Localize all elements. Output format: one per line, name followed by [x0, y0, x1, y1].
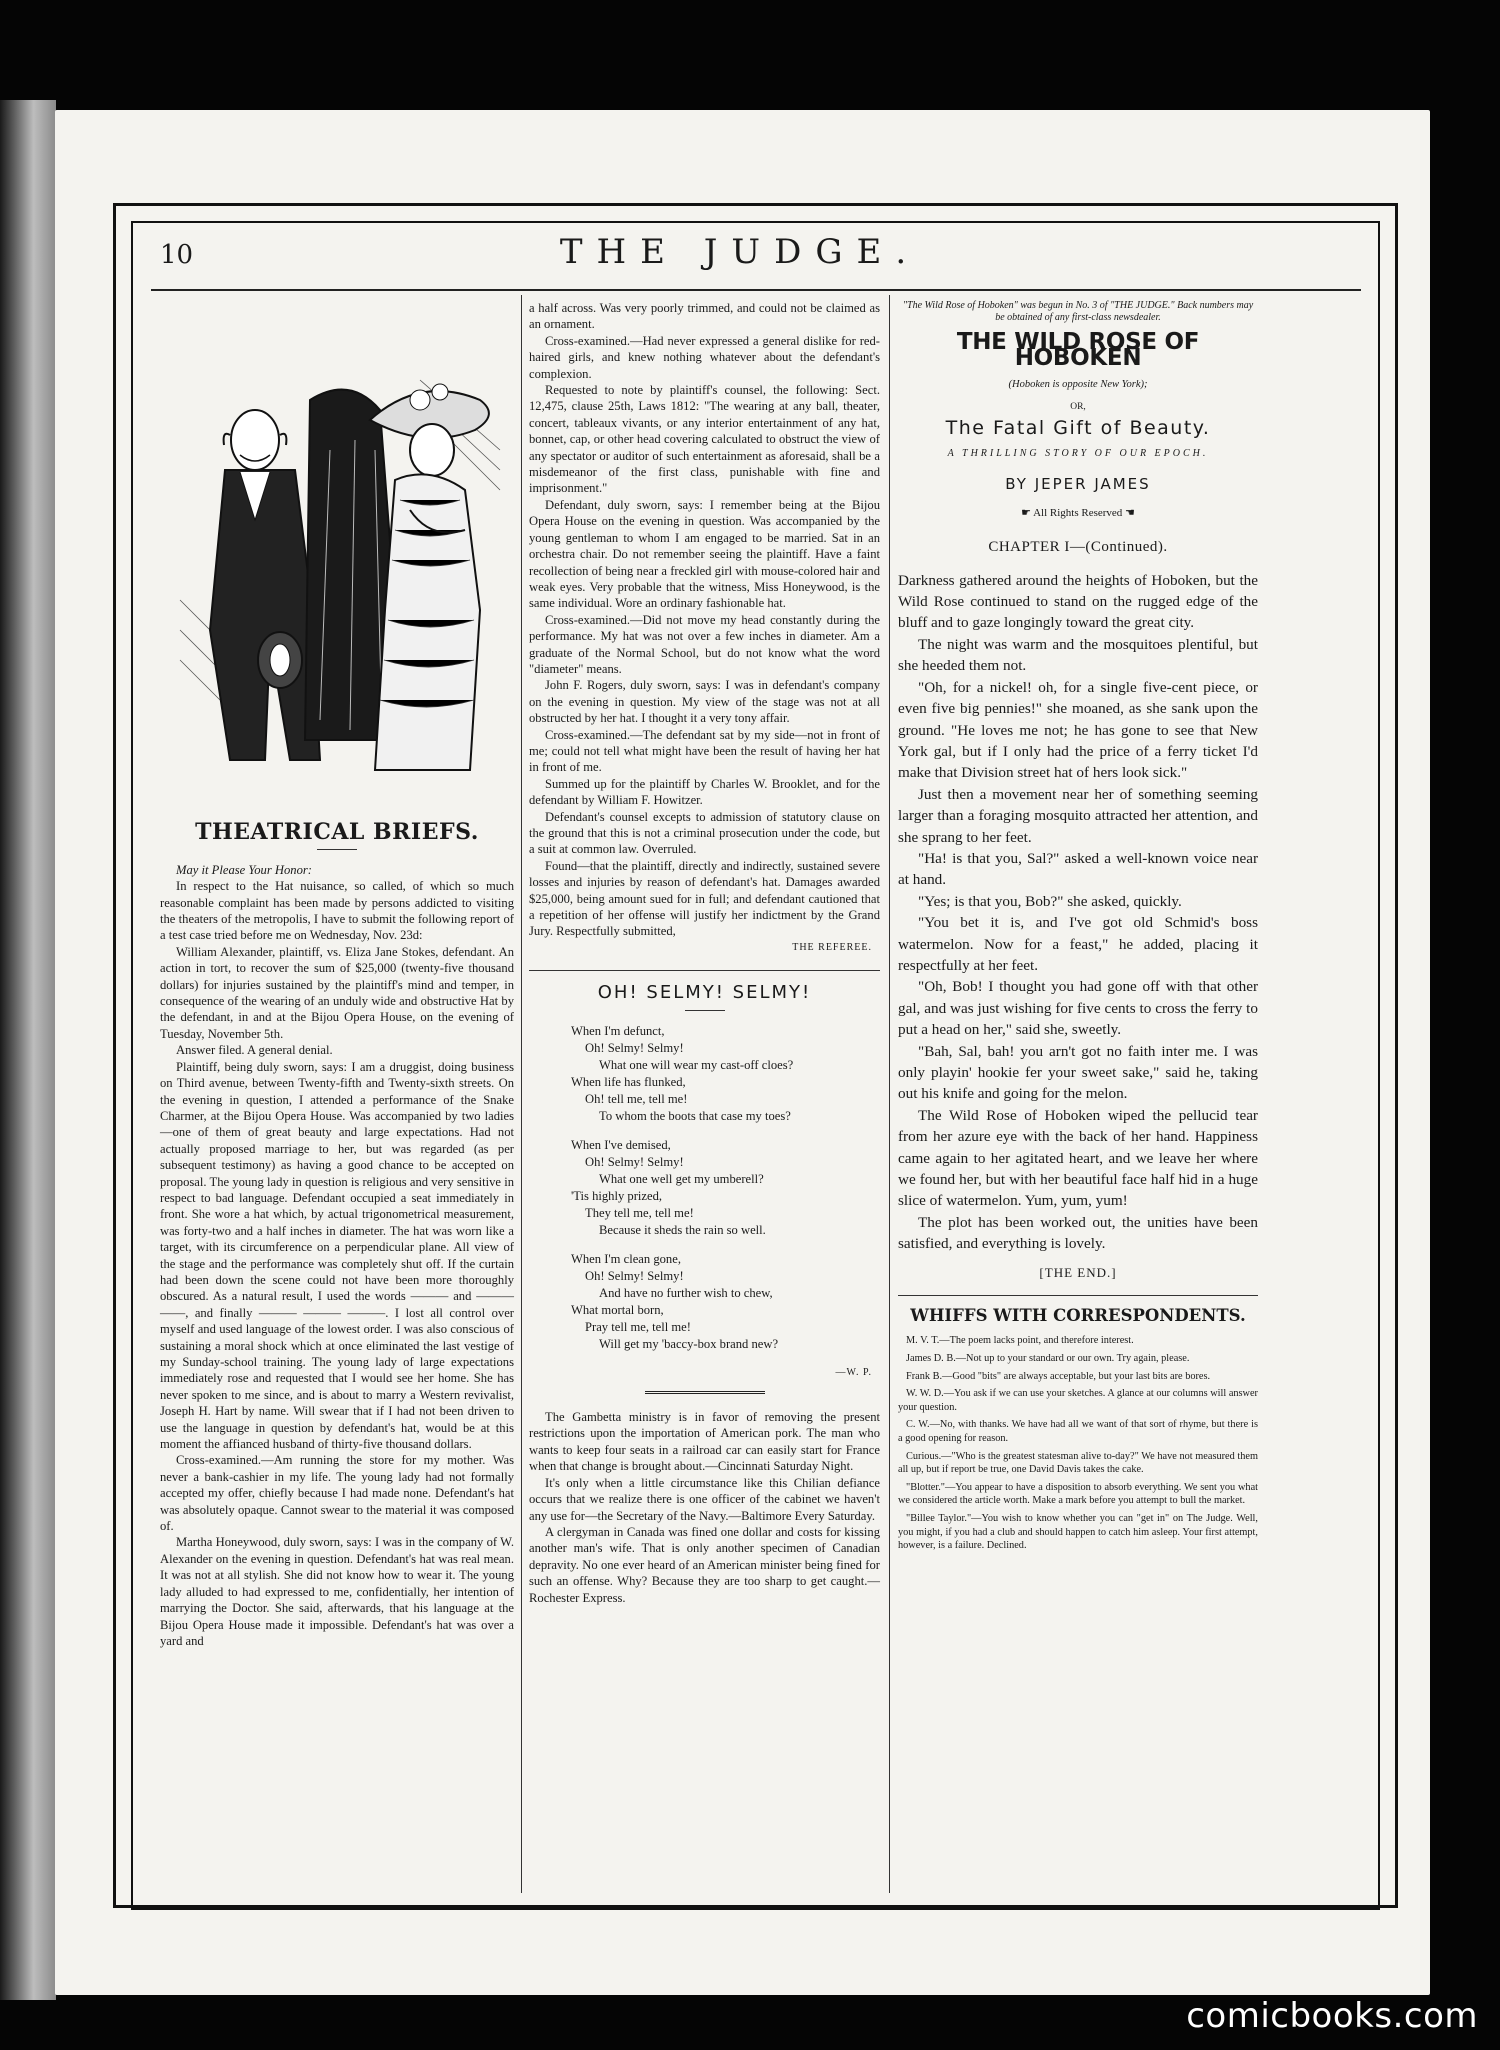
heading-rule	[317, 849, 357, 850]
column-3	[898, 300, 1258, 1557]
column-1	[160, 300, 514, 1649]
whiff-item: Frank B.—Good "bits" are always acceptable, but your last bits are bores.	[906, 1370, 1211, 1382]
poem-line: When I'm defunct,	[571, 1023, 665, 1038]
paragraph: Summed up for the plaintiff by Charles W. Brooklet, and for the defendant by William F. Howitzer.	[529, 776, 880, 808]
masthead-title: THE JUDGE.	[559, 232, 921, 272]
section-rule	[529, 970, 880, 971]
poem-line: What mortal born,	[571, 1302, 664, 1317]
page-number: 10	[160, 240, 194, 270]
paragraph: a half across. Was very poorly trimmed, and could not be claimed as an ornament.	[529, 301, 880, 332]
poem-stanza	[571, 1023, 880, 1125]
poem-signature: —W. P.	[835, 1366, 872, 1378]
whiff-item: Curious.—"Who is the greatest statesman alive to-day?" We have not measured them all up, but if report be true, one David Davis takes the cake.	[898, 1450, 1258, 1476]
story-paragraph: The night was warm and the mosquitoes plentiful, but she heeded them not.	[898, 635, 1258, 675]
poem-line: What one well get my umberell?	[599, 1171, 764, 1186]
referee-signature: THE REFEREE.	[792, 941, 872, 953]
poem	[571, 1023, 880, 1353]
story-paragraph: Darkness gathered around the heights of Hoboken, but the Wild Rose continued to stand on the rugged edge of the bluff and to gaze longingly toward the great city.	[898, 571, 1258, 632]
paragraph: Cross-examined.—Did not move my head constantly during the performance. My hat was not over a few inches in diameter. Am a graduate of the Normal School, but do not know what the word "diameter" means.	[529, 612, 880, 676]
poem-line: Oh! Selmy! Selmy!	[585, 1154, 684, 1169]
poem-stanza	[571, 1251, 880, 1353]
poem-line: Oh! Selmy! Selmy!	[585, 1268, 684, 1283]
paragraph: Defendant, duly sworn, says: I remember being at the Bijou Opera House on the evening in question. Was accompanied by the young gentleman to whom I am engaged to be married. Sat in an orchestra chair. Do not remember seeing the plaintiff. Have a faint recollection of being near a freckled girl with mouse-colored hair and weak eyes. Very probable that the witness, Miss Honeywood, is the same individual. Wore an ordinary fashionable hat.	[529, 497, 880, 611]
whiffs-heading: WHIFFS WITH CORRESPONDENTS.	[910, 1306, 1246, 1326]
story-paragraph: "Yes; is that you, Bob?" she asked, quickly.	[918, 892, 1182, 910]
paragraph: Cross-examined.—The defendant sat by my side—not in front of me; could not tell what might have been the result of having her hat in front of me.	[529, 727, 880, 775]
paragraph: Cross-examined.—Had never expressed a general dislike for red-haired girls, and knew nothing whatever about the defendant's complexion.	[529, 333, 880, 381]
double-rule	[645, 1391, 765, 1397]
chapter-heading: CHAPTER I—(Continued).	[988, 539, 1168, 556]
the-end: [THE END.]	[1039, 1264, 1117, 1280]
story-paragraph: "Bah, Sal, bah! you arn't got no faith inter me. I was only playin' hookie fer your sweet sake," said he, taking out his knife and going for the melon.	[898, 1042, 1258, 1103]
paragraph: Cross-examined.—Am running the store for my mother. Was never a bank-cashier in my life. The young lady had not formally accepted my offer, chiefly because I had made none. Defendant's hat was absolutely opaque. Cannot swear to the material it was composed of.	[160, 1453, 514, 1534]
paragraph: Requested to note by plaintiff's counsel, the following: Sect. 12,475, clause 25th, Laws 1812: "The wearing at any ball, theater, concert, tableaux vivants, or any interior entertainment of any hat, bonnet, cap, or other head covering calculated to obstruct the view of any spectator or auditor of such entertainment as aforesaid, shall be a misdemeanor of the first class, punishable with fine and imprisonment."	[529, 383, 880, 496]
story-paragraph: "Ha! is that you, Sal?" asked a well-known voice near at hand.	[898, 849, 1258, 889]
story-alt-title: The Fatal Gift of Beauty.	[945, 416, 1211, 439]
site-watermark: comicbooks.com	[1186, 1996, 1478, 2036]
heading-rule	[685, 1010, 725, 1011]
salutation: May it Please Your Honor:	[176, 862, 312, 877]
whiff-item: M. V. T.—The poem lacks point, and therefore interest.	[906, 1335, 1134, 1347]
story-paragraph: "Oh, Bob! I thought you had gone off with that other gal, and was just wishing for five cents to cross the ferry to put a head on her," said she, sweetly.	[898, 978, 1258, 1039]
paragraph: Defendant's counsel excepts to admission of statutory clause on the ground that this is not a criminal prosecution under the code, but a suit at common law. Overruled.	[529, 809, 880, 857]
poem-line: They tell me, tell me!	[585, 1205, 694, 1220]
theater-hat-illustration	[170, 360, 506, 790]
theatrical-briefs-heading: THEATRICAL BRIEFS.	[195, 819, 479, 846]
paragraph: Found—that the plaintiff, directly and indirectly, sustained severe losses and injuries by reason of defendant's hat. Damages awarded $25,000, being amount sued for in full; and defendant cautioned that a repetition of her offense will justify her indictment by the Grand Jury. Respectfully submitted,	[529, 858, 880, 939]
paragraph: Martha Honeywood, duly sworn, says: I was in the company of W. Alexander on the evening in question. Defendant's hat was real mean. It was not at all stylish. She did not know how to wear it. The young lady alluded to had expressed to me, confidentially, her intention of marrying the Doctor. She said, afterwards, that his language at the Bijou Opera House made it impossible. Defendant's hat was over a yard and	[160, 1535, 514, 1648]
paragraph: John F. Rogers, duly sworn, says: I was in defendant's company on the evening in question. My view of the stage was not at all obstructed by her hat. I thought it a very tony affair.	[529, 678, 880, 726]
story-byline: BY JEPER JAMES	[1005, 475, 1151, 494]
news-item: It's only when a little circumstance like this Chilian defiance occurs that we realize there is one officer of the cabinet we haven't any use for—the Secretary of the Navy.—Baltimore Every Saturday.	[529, 1475, 880, 1523]
whiff-item: "Billee Taylor."—You wish to know whether you can "get in" on The Judge. Well, you might, if you had a club and should happen to catch him asleep. Your first attempt, however, is a failure. Declined.	[898, 1513, 1258, 1552]
story-paragraph: Just then a movement near her of something seeming larger than a foraging mosquito attracted her attention, and she sprang to her feet.	[898, 785, 1258, 846]
poem-stanza	[571, 1137, 880, 1239]
paragraph: William Alexander, plaintiff, vs. Eliza Jane Stokes, defendant. An action in tort, to recover the sum of $25,000 (twenty-five thousand dollars) for injuries sustained by the plaintiff's mind and temper, in consequence of the wearing of an unduly wide and obstructive Hat by the defendant, in and at the Bijou Opera House, on the evening of Tuesday, November 5th.	[160, 944, 514, 1041]
paragraph: Answer filed. A general denial.	[176, 1043, 333, 1058]
story-paragraph: The Wild Rose of Hoboken wiped the pellucid tear from her azure eye with the back of her hand. Happiness came again to her agitated heart, and we leave her where we found her, but with her beautiful face half hid in a huge slice of watermelon. Yum, yum, yum!	[898, 1106, 1258, 1210]
column-2	[529, 300, 880, 1606]
poem-line: Oh! tell me, tell me!	[585, 1091, 688, 1106]
column-divider	[521, 295, 522, 1893]
poem-line: Will get my 'baccy-box brand new?	[599, 1336, 779, 1351]
serial-note: "The Wild Rose of Hoboken" was begun in No. 3 of "THE JUDGE." Back numbers may be obtained of any first-class newsdealer.	[902, 300, 1254, 323]
story-title: THE WILD ROSE OF HOBOKEN	[956, 329, 1200, 372]
column-divider	[889, 295, 890, 1893]
poem-line: And have no further wish to chew,	[599, 1285, 773, 1300]
section-rule	[898, 1295, 1258, 1296]
poem-line: Oh! Selmy! Selmy!	[585, 1040, 684, 1055]
poem-title: OH! SELMY! SELMY!	[597, 982, 812, 1004]
whiff-item: "Blotter."—You appear to have a disposition to absorb everything. We sent you what we considered the article worth. Make a mark before you attempt to bull the market.	[898, 1481, 1258, 1507]
story-or: OR,	[1070, 402, 1086, 413]
poem-line: When I've demised,	[571, 1137, 671, 1152]
whiff-item: W. W. D.—You ask if we can use your sketches. A glance at our columns will answer your question.	[898, 1388, 1258, 1413]
story-paragraph: The plot has been worked out, the unities have been satisfied, and everything is lovely.	[898, 1213, 1258, 1253]
whiffs-list	[898, 1334, 1258, 1552]
news-item: A clergyman in Canada was fined one dollar and costs for kissing another man's wife. That is only another specimen of Canadian depravity. No one ever heard of an American minister being fined for such an offense. Why? Because they are too sharp to get caught.—Rochester Express.	[529, 1524, 880, 1605]
poem-line: When life has flunked,	[571, 1074, 686, 1089]
story-paragraph: "You bet it is, and I've got old Schmid's boss watermelon. Now for a feast," he added, placing it respectfully at her feet.	[898, 914, 1258, 974]
poem-line: 'Tis highly prized,	[571, 1188, 663, 1203]
masthead-rule	[151, 289, 1361, 291]
poem-line: When I'm clean gone,	[571, 1251, 681, 1266]
paragraph: Plaintiff, being duly sworn, says: I am a druggist, doing business on Third avenue, between Twenty-fifth and Twenty-sixth streets. On the evening in question, I attended a performance of the Snake Charmer, at the Bijou Opera House. Was accompanied by two ladies—one of them of great beauty and large expectations. Had not actually proposed marriage to her, but was regarded (as per subsequent testimony) as having a good chance to be accepted on proposal. The young lady in question is religious and very sensitive in respect to bad language. Defendant occupied a seat immediately in front. She wore a hat which, by actual trigonometrical measurement, was forty-two and a half inches in diameter. The hat was worn like a target, with its circumference on a perpendicular plane. All view of the stage and the performance was completely shut off. If the curtain had been down the scene could not have been more thoroughly obscured. As a natural result, I used the words ——— and ——— ——, and finally ——— ——— ———. I lost all control over myself and used language of the lowest order. I was also conscious of sustaining a moral shock which at once eliminated the last vestige of my Sunday-school training. The young lady of large expectations immediately rose and requested that I would see her home. She has never spoken to me since, and is about to marry a Western revivalist, Joseph H. Hart by name. Will swear that if I had not been driven to use the language in question by defendant's hat, would be at this moment the affianced husband of thirty-five thousand dollars.	[160, 1059, 514, 1452]
poem-line: Because it sheds the rain so well.	[599, 1222, 766, 1237]
story-paragraph: "Oh, for a nickel! oh, for a single five-cent piece, or even five big pennies!" she moaned, as she sank upon the ground. "He loves me not; he has gone to see that New York gal, but if I only had the price of a ferry ticket I'd make that Division street hat of hers look sick."	[898, 678, 1258, 782]
story-subtitle: A THRILLING STORY OF OUR EPOCH.	[947, 448, 1209, 460]
book-binding-edge	[0, 100, 56, 2000]
poem-line: Pray tell me, tell me!	[585, 1319, 691, 1334]
whiff-item: James D. B.—Not up to your standard or our own. Try again, please.	[906, 1353, 1190, 1365]
poem-line: What one will wear my cast-off cloes?	[599, 1057, 794, 1072]
story-body	[898, 570, 1258, 1255]
rights-reserved: ☛ All Rights Reserved ☚	[1021, 506, 1135, 519]
news-item: The Gambetta ministry is in favor of removing the present restrictions upon the importation of American pork. The man who wants to keep four seats in a railroad car can easily start for France when that change is brought about.—Cincinnati Saturday Night.	[529, 1410, 880, 1474]
whiff-item: C. W.—No, with thanks. We have had all we want of that sort of rhyme, but there is a good opening for reason.	[898, 1419, 1258, 1445]
paragraph: In respect to the Hat nuisance, so called, of which so much reasonable complaint has been made by persons addicted to visiting the theaters of the metropolis, I have to submit the following report of a test case tried before me on Wednesday, Nov. 23d:	[160, 879, 514, 943]
story-parenthetical: (Hoboken is opposite New York);	[1008, 378, 1148, 390]
poem-line: To whom the boots that case my toes?	[599, 1108, 791, 1123]
